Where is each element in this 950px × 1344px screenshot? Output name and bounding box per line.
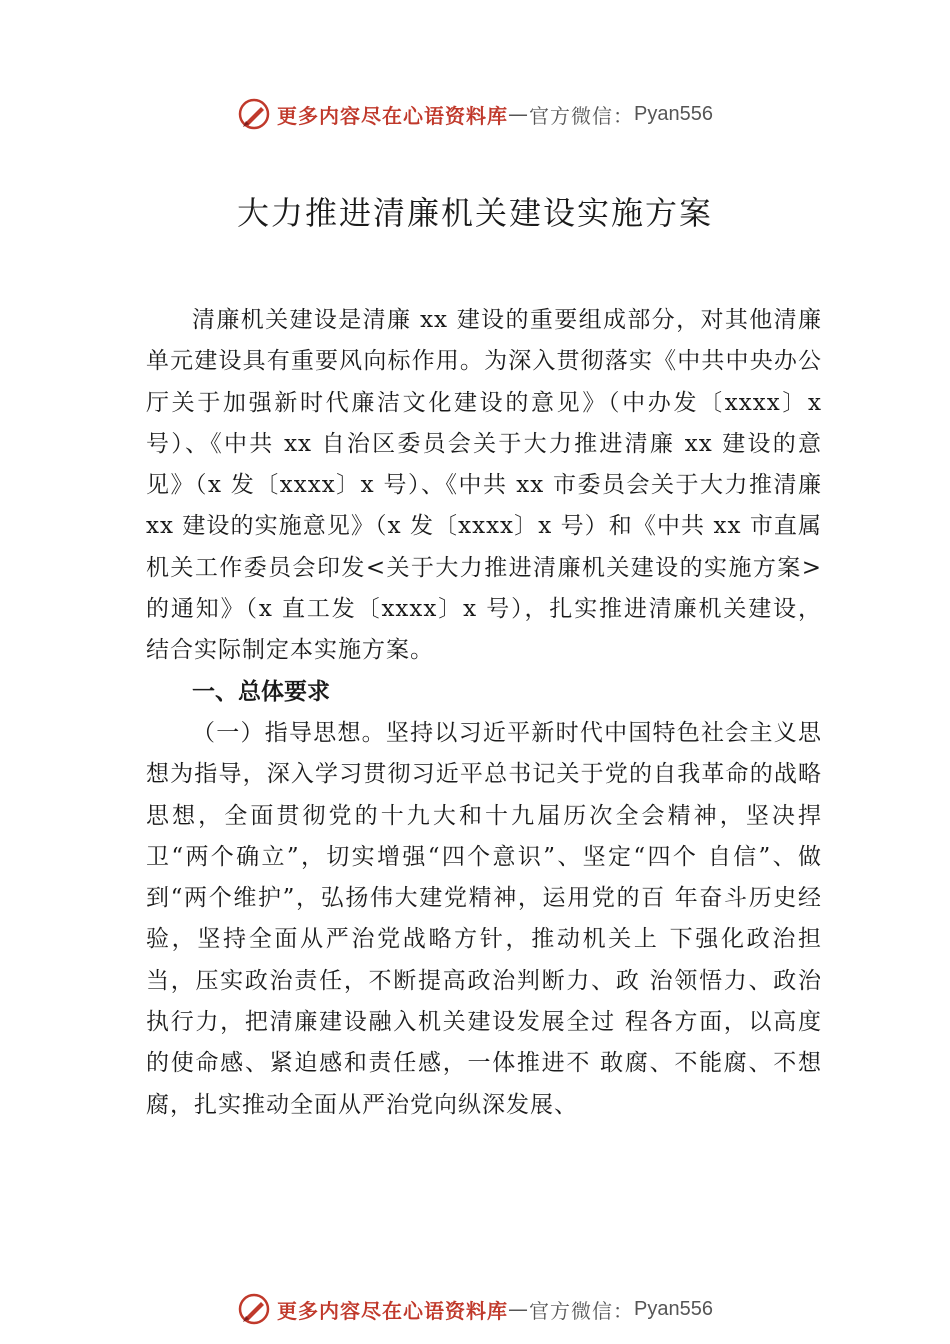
pen-logo-icon — [237, 97, 271, 131]
watermark-dash: — — [508, 102, 530, 126]
pen-logo-icon — [237, 1292, 271, 1326]
header-watermark — [0, 94, 950, 134]
watermark-wechat-id: Pyan556 — [634, 102, 713, 125]
intro-paragraph: 清廉机关建设是清廉 xx 建设的重要组成部分，对其他清廉单元建设具有重要风向标作用。为深入贯彻落实《中共中央办公厅关于加强新时代廉洁文化建设的意见》（中办发〔xxxx〕x 号）、《中共 xx 自治区委员会关于大力推进清廉 xx 建设的意见》（x 发〔xxxx〕x 号）、《中共 xx 市委员会关于大力推清廉 xx 建设的实施意见》（x 发〔xxxx〕x 号）和《中共 xx 市直属机关工作委员会印发<关于大力推进清廉机关建设的实施方案>的通知》（x 直工发〔xxxx〕x 号），扎实推进清廉机关建设，结合实际制定本实施方案。 — [146, 307, 822, 664]
watermark-brand-text: 更多内容尽在心语资料库 — [277, 1298, 509, 1323]
section-heading-general-requirements: 一、总体要求 — [192, 678, 330, 705]
document-body — [146, 300, 822, 1126]
watermark-wechat-label: 官方微信： — [529, 103, 635, 128]
watermark-wechat-id: Pyan556 — [634, 1297, 713, 1320]
guiding-thought-paragraph: （一）指导思想。坚持以习近平新时代中国特色社会主义思想为指导，深入学习贯彻习近平总书记关于党的自我革命的战略思想，全面贯彻党的十九大和十九届历次全会精神，坚决捍卫“两个确立”，切实增强“四个意识”、坚定“四个 自信”、做到“两个维护”，弘扬伟大建党精神，运用党的百 年奋斗历史经验，坚持全面从严治党战略方针，推动机关上 下强化政治担当，压实政治责任，不断提高政治判断力、政 治领悟力、政治执行力，把清廉建设融入机关建设发展全过 程各方面，以高度的使命感、紧迫感和责任感，一体推进不 敢腐、不能腐、不想腐，扎实推动全面从严治党向纵深发展、 — [146, 719, 822, 1118]
footer-watermark — [0, 1289, 950, 1329]
watermark-dash: — — [508, 1297, 530, 1321]
document-title: 大力推进清廉机关建设实施方案 — [236, 194, 713, 232]
watermark-wechat-label: 官方微信： — [529, 1298, 635, 1323]
watermark-brand-text: 更多内容尽在心语资料库 — [277, 103, 509, 128]
